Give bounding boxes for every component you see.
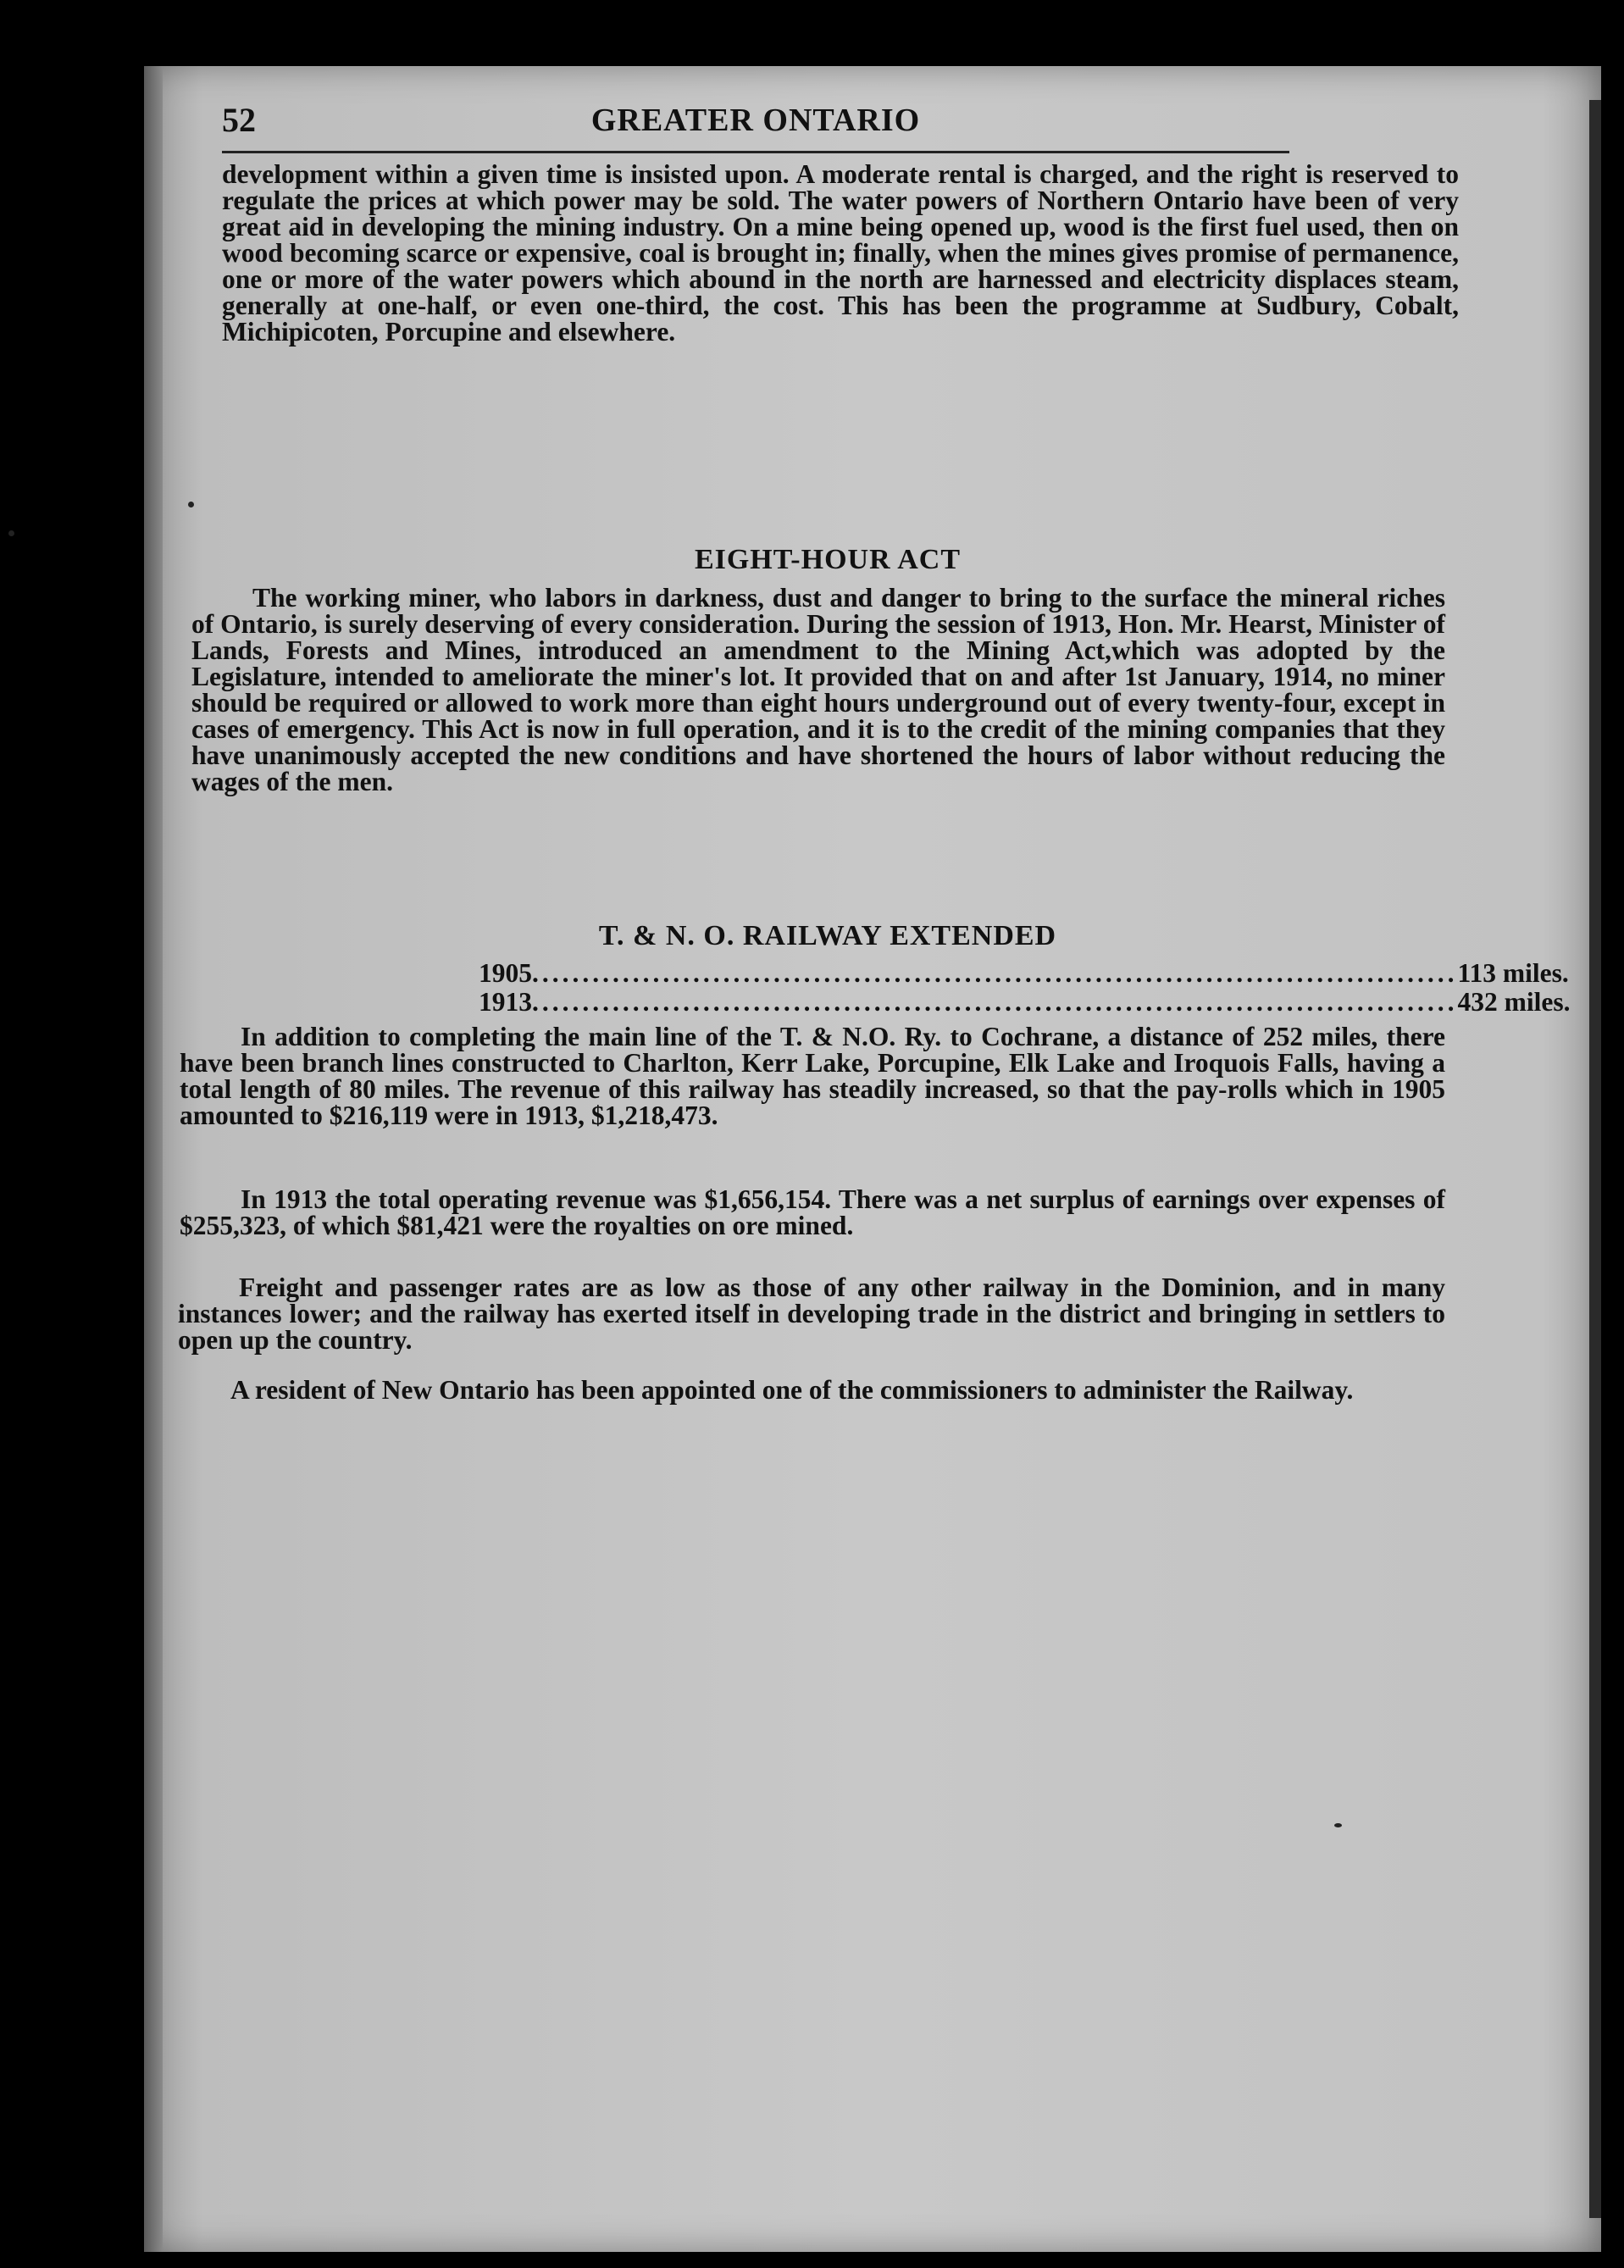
mileage-row xyxy=(479,987,1571,1017)
paragraph-railway-extension xyxy=(180,1023,1445,1128)
mileage-year: 1913 xyxy=(479,987,532,1017)
scan-speck xyxy=(8,530,14,536)
paragraph-operating-revenue xyxy=(180,1186,1445,1239)
page-spine-shadow xyxy=(144,66,163,2252)
paragraph-commissioner xyxy=(169,1377,1440,1403)
paragraph-eight-hour-act xyxy=(191,585,1445,795)
mileage-value: 432 miles. xyxy=(1457,987,1571,1017)
paragraph-text: In addition to completing the main line of the T. & N.O. Ry. to Cochrane, a distance of 252 miles, there have been branch lines constructed to Charlton, Kerr Lake, Porcupine, Elk Lake and Iroquois Falls, having a total length of 80 miles. The revenue of this railway has steadily increased, so that the pay-rolls which in 1905 amounted to $216,119 were in 1913, $1,218,473. xyxy=(180,1022,1445,1130)
page-number: 52 xyxy=(222,101,256,139)
section-heading-eight-hour-act: EIGHT-HOUR ACT xyxy=(694,544,962,575)
page-right-edge xyxy=(1589,100,1601,2218)
mileage-table xyxy=(479,958,1571,1017)
leader-dots: ............................................................................................ xyxy=(532,987,1458,1017)
paragraph-water-powers xyxy=(222,161,1459,345)
paragraph-text: The working miner, who labors in darkness, dust and danger to bring to the surface the mineral riches of Ontario, is surely deserving of every consideration. During the session of 1913, Hon. Mr. Hearst, Minister of Lands, Forests and Mines, introduced an amendment to the Mining Act,which was adopted by the Legislature, intended to ameliorate the miner's lot. It provided that on and after 1st January, 1914, no miner should be required or allowed to work more than eight hours underground out of every twenty-four, except in cases of emergency. This Act is now in full operation, and it is to the credit of the mining companies that they have unanimously accepted the new conditions and have shortened the hours of labor without reducing the wages of the men. xyxy=(191,583,1445,796)
paragraph-text: development within a given time is insisted upon. A moderate rental is charged, and the right is reserved to regulate the prices at which power may be sold. The water powers of Northern Ontario have been of very great aid in developing the mining industry. On a mine being opened up, wood is the first fuel used, then on wood becoming scarce or expensive, coal is brought in; finally, when the mines gives promise of permanence, one or more of the water powers which abound in the north are harnessed and electricity displaces steam, generally at one-half, or even one-third, the cost. This has been the programme at Sudbury, Cobalt, Michipicoten, Porcupine and elsewhere. xyxy=(222,159,1459,347)
scanned-page xyxy=(144,66,1601,2252)
mileage-row xyxy=(479,958,1569,988)
mileage-year: 1905 xyxy=(479,958,532,988)
paragraph-text: A resident of New Ontario has been appointed one of the commissioners to administer the Railway. xyxy=(230,1375,1354,1405)
scan-speck xyxy=(188,502,194,507)
mileage-value: 113 miles. xyxy=(1457,958,1569,988)
paragraph-freight-rates xyxy=(178,1274,1445,1353)
leader-dots: ............................................................................................ xyxy=(532,958,1458,988)
running-head: GREATER ONTARIO xyxy=(590,103,921,138)
paragraph-text: In 1913 the total operating revenue was $1,656,154. There was a net surplus of earnings over expenses of $255,323, of which $81,421 were the royalties on ore mined. xyxy=(180,1184,1445,1240)
page-header xyxy=(222,100,1289,153)
section-heading-railway: T. & N. O. RAILWAY EXTENDED xyxy=(598,920,1057,951)
scan-speck xyxy=(1334,1823,1342,1827)
paragraph-text: Freight and passenger rates are as low as those of any other railway in the Dominion, and in many instances lower; and the railway has exerted itself in developing trade in the district and bringing in settlers to open up the country. xyxy=(178,1273,1445,1355)
